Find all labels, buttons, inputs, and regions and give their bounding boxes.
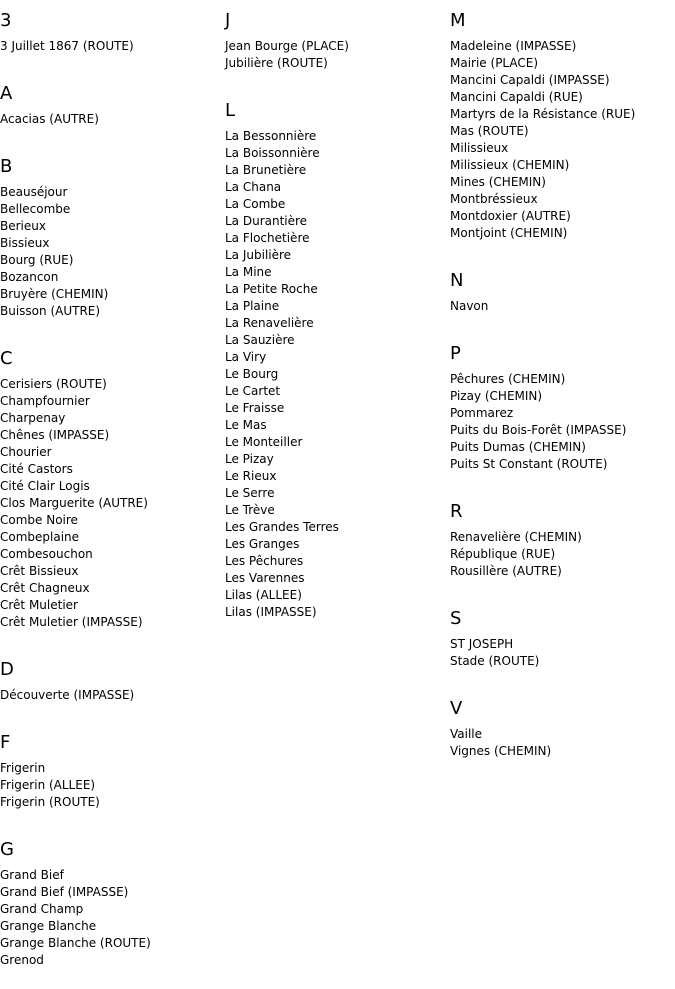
street-entry: Lilas (IMPASSE) <box>225 605 317 619</box>
street-entry: La Sauzière <box>225 333 295 347</box>
street-entry: Grand Champ <box>0 902 84 916</box>
section-letter-heading: R <box>450 501 463 522</box>
street-entry: Les Grandes Terres <box>225 520 339 534</box>
street-entry: La Mine <box>225 265 272 279</box>
street-entry: Berieux <box>0 219 46 233</box>
street-entry: La Combe <box>225 197 286 211</box>
street-entry: La Jubilière <box>225 248 292 262</box>
letter-section <box>225 90 445 639</box>
street-entry: Rousillère (AUTRE) <box>450 564 562 578</box>
letter-section <box>450 688 670 778</box>
street-entry: Bozancon <box>0 270 59 284</box>
letter-section <box>0 146 220 338</box>
street-list <box>225 128 445 639</box>
street-entry: Le Pizay <box>225 452 274 466</box>
street-list <box>450 726 670 778</box>
street-entry: La Bessonnière <box>225 129 317 143</box>
street-entry: ST JOSEPH <box>450 637 514 651</box>
street-index-column-2 <box>225 0 445 639</box>
street-entry: Frigerin (ALLEE) <box>0 778 96 792</box>
street-entry: Le Fraisse <box>225 401 285 415</box>
street-entry: Le Cartet <box>225 384 281 398</box>
letter-section <box>0 0 220 73</box>
street-entry: La Viry <box>225 350 267 364</box>
street-entry: Jean Bourge (PLACE) <box>225 39 349 53</box>
street-list <box>0 38 220 73</box>
street-index-column-1 <box>0 0 220 987</box>
street-list <box>450 38 670 260</box>
street-entry: Montdoxier (AUTRE) <box>450 209 571 223</box>
street-entry: Navon <box>450 299 489 313</box>
street-entry: Le Monteiller <box>225 435 303 449</box>
street-entry: La Petite Roche <box>225 282 318 296</box>
section-letter-heading: J <box>225 10 231 31</box>
street-entry: Crêt Muletier (IMPASSE) <box>0 615 143 629</box>
letter-section <box>0 338 220 649</box>
street-entry: 3 Juillet 1867 (ROUTE) <box>0 39 134 53</box>
letter-section <box>450 0 670 260</box>
section-letter-heading: V <box>450 698 463 719</box>
section-letter-heading: L <box>225 100 236 121</box>
street-list <box>0 687 220 722</box>
street-entry: Buisson (AUTRE) <box>0 304 101 318</box>
street-list <box>225 38 445 90</box>
street-entry: Combe Noire <box>0 513 78 527</box>
street-list <box>450 529 670 598</box>
letter-section <box>0 73 220 146</box>
letter-section <box>450 333 670 491</box>
street-entry: La Plaine <box>225 299 280 313</box>
street-list <box>450 371 670 491</box>
section-letter-heading: F <box>0 732 11 753</box>
street-entry: La Flochetière <box>225 231 310 245</box>
letter-section <box>0 722 220 829</box>
street-entry: Chourier <box>0 445 52 459</box>
street-entry: Crêt Muletier <box>0 598 78 612</box>
section-letter-heading: P <box>450 343 461 364</box>
letter-section <box>0 649 220 722</box>
street-entry: Madeleine (IMPASSE) <box>450 39 577 53</box>
street-entry: Stade (ROUTE) <box>450 654 540 668</box>
street-entry: Renavelière (CHEMIN) <box>450 530 582 544</box>
street-entry: Pizay (CHEMIN) <box>450 389 543 403</box>
street-entry: Vaille <box>450 727 483 741</box>
section-letter-heading: C <box>0 348 13 369</box>
street-entry: Les Pêchures <box>225 554 304 568</box>
street-entry: Le Bourg <box>225 367 279 381</box>
street-entry: Mines (CHEMIN) <box>450 175 546 189</box>
street-entry: Combesouchon <box>0 547 93 561</box>
street-entry: Grand Bief (IMPASSE) <box>0 885 129 899</box>
street-entry: Frigerin <box>0 761 46 775</box>
street-entry: La Durantière <box>225 214 308 228</box>
street-entry: Grenod <box>0 953 44 967</box>
street-entry: Puits Dumas (CHEMIN) <box>450 440 586 454</box>
section-letter-heading: A <box>0 83 13 104</box>
letter-section <box>0 829 220 987</box>
street-list <box>0 760 220 829</box>
street-entry: Milissieux <box>450 141 509 155</box>
street-entry: République (RUE) <box>450 547 556 561</box>
street-entry: Acacias (AUTRE) <box>0 112 99 126</box>
street-entry: Pêchures (CHEMIN) <box>450 372 566 386</box>
street-entry: Grand Bief <box>0 868 64 882</box>
street-entry: Frigerin (ROUTE) <box>0 795 100 809</box>
street-entry: Mancini Capaldi (IMPASSE) <box>450 73 610 87</box>
street-entry: Mas (ROUTE) <box>450 124 529 138</box>
street-entry: Vignes (CHEMIN) <box>450 744 552 758</box>
street-entry: Charpenay <box>0 411 66 425</box>
street-list <box>0 867 220 987</box>
street-list <box>0 111 220 146</box>
letter-section <box>450 491 670 598</box>
letter-section <box>225 0 445 90</box>
section-letter-heading: 3 <box>0 10 12 31</box>
street-entry: Bissieux <box>0 236 50 250</box>
section-letter-heading: M <box>450 10 466 31</box>
street-entry: Le Mas <box>225 418 267 432</box>
street-list <box>0 376 220 649</box>
street-entry: Lilas (ALLEE) <box>225 588 302 602</box>
street-entry: Grange Blanche (ROUTE) <box>0 936 151 950</box>
street-entry: Bellecombe <box>0 202 71 216</box>
street-entry: La Renavelière <box>225 316 314 330</box>
street-entry: Puits du Bois-Forêt (IMPASSE) <box>450 423 627 437</box>
street-entry: Crêt Chagneux <box>0 581 90 595</box>
street-entry: Puits St Constant (ROUTE) <box>450 457 608 471</box>
street-entry: La Boissonnière <box>225 146 320 160</box>
street-entry: Martyrs de la Résistance (RUE) <box>450 107 636 121</box>
street-entry: Cité Clair Logis <box>0 479 90 493</box>
street-list <box>450 636 670 688</box>
street-entry: Grange Blanche <box>0 919 97 933</box>
street-entry: Bruyère (CHEMIN) <box>0 287 109 301</box>
street-index-column-3 <box>450 0 670 778</box>
street-entry: Clos Marguerite (AUTRE) <box>0 496 148 510</box>
street-entry: Beauséjour <box>0 185 68 199</box>
street-entry: Le Rieux <box>225 469 277 483</box>
street-entry: Combeplaine <box>0 530 80 544</box>
street-entry: Pommarez <box>450 406 514 420</box>
street-entry: Mairie (PLACE) <box>450 56 539 70</box>
street-entry: La Brunetière <box>225 163 307 177</box>
street-entry: Jubilière (ROUTE) <box>225 56 328 70</box>
section-letter-heading: N <box>450 270 464 291</box>
street-list <box>0 184 220 338</box>
street-entry: Champfournier <box>0 394 90 408</box>
section-letter-heading: D <box>0 659 14 680</box>
street-entry: Découverte (IMPASSE) <box>0 688 135 702</box>
street-entry: Les Granges <box>225 537 300 551</box>
street-entry: Montbréssieux <box>450 192 538 206</box>
street-entry: Le Trève <box>225 503 275 517</box>
street-entry: Crêt Bissieux <box>0 564 79 578</box>
section-letter-heading: S <box>450 608 462 629</box>
section-letter-heading: G <box>0 839 14 860</box>
street-entry: Bourg (RUE) <box>0 253 74 267</box>
street-entry: Les Varennes <box>225 571 305 585</box>
street-entry: Montjoint (CHEMIN) <box>450 226 568 240</box>
street-entry: Le Serre <box>225 486 275 500</box>
street-entry: Chênes (IMPASSE) <box>0 428 110 442</box>
street-entry: Mancini Capaldi (RUE) <box>450 90 583 104</box>
street-entry: Milissieux (CHEMIN) <box>450 158 570 172</box>
street-entry: La Chana <box>225 180 282 194</box>
street-entry: Cerisiers (ROUTE) <box>0 377 107 391</box>
street-entry: Cité Castors <box>0 462 73 476</box>
section-letter-heading: B <box>0 156 13 177</box>
letter-section <box>450 260 670 333</box>
letter-section <box>450 598 670 688</box>
street-list <box>450 298 670 333</box>
